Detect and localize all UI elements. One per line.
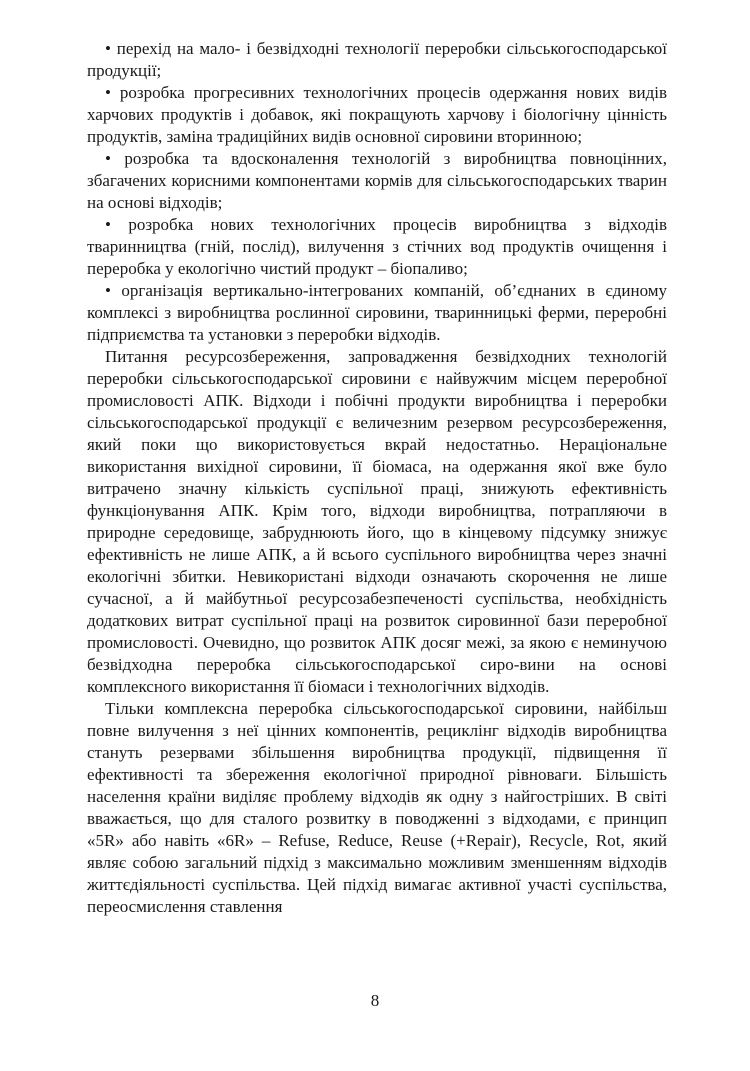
- bullet-icon: •: [105, 149, 111, 168]
- bullet-text: організація вертикально-інтегрованих компаній, об’єднаних в єдиному комплексі з виробництва рослинної сировини, тваринницькі ферми, переробні підприємства та установки з переробки відходів.: [87, 281, 668, 344]
- bullet-icon: •: [105, 39, 111, 58]
- bullet-icon: •: [105, 215, 111, 234]
- bullet-text: розробка прогресивних технологічних процесів одержання нових видів харчових продуктів і добавок, які покращують харчову і біологічну цінність продуктів, заміна традиційних видів основної сировини вторинною;: [87, 83, 667, 146]
- bullet-item-2: [87, 82, 667, 148]
- bullet-item-4: [87, 214, 667, 280]
- document-body: [87, 38, 667, 918]
- bullet-item-3: [87, 148, 667, 214]
- bullet-text: розробка та вдосконалення технологій з виробництва повноцінних, збагачених корисними компонентами кормів для сільськогосподарських тварин на основі відходів;: [87, 149, 667, 212]
- bullet-text: перехід на мало- і безвідходні технології переробки сільськогосподарської продукції;: [87, 39, 668, 80]
- bullet-text: розробка нових технологічних процесів виробництва з відходів тваринництва (гній, послід), вилучення з стічних вод продуктів очищення і переробка у екологічно чистий продукт – біопаливо;: [87, 215, 667, 278]
- page-number: 8: [370, 991, 380, 1010]
- paragraph-resource-saving: Питання ресурсозбереження, запровадження безвідходних технологій переробки сільськогосподарської сировини є найвужчим місцем переробної промисловості АПК. Відходи і побічні продукти виробництва і переробки сільськогосподарської продукції є величезним резервом ресурсозбереження, який поки що використовується вкрай недостатньо. Нераціональне використання вихідної сировини, її біомаса, на одержання якої вже було витрачено значну кількість суспільної праці, знижують ефективність функціонування АПК. Крім того, відходи виробництва, потрапляючи в природне середовище, забруднюють його, що в кінцевому підсумку знижує ефективність не лише АПК, а й всього суспільного виробництва через значні екологічні збитки. Невикористані відходи означають скорочення не лише сучасної, а й майбутньої ресурсозабезпеченості суспільства, необхідність додаткових витрат суспільної праці на розвиток сировинної бази переробної промисловості. Очевидно, що розвиток АПК досяг межі, за якою є неминучою безвідходна переробка сільськогосподарської сиро-вини на основі комплексного використання її біомаси і технологічних відходів.: [87, 347, 667, 696]
- paragraph-complex-processing: Тільки комплексна переробка сільськогосподарської сировини, найбільш повне вилучення з неї цінних компонентів, рециклінг відходів виробництва стануть резервами збільшення виробництва продукції, підвищення її ефективності та збереження екологічної природної рівноваги. Більшість населення країни виділяє проблему відходів як одну з найгостріших. В світі вважається, що для сталого розвитку в поводженні з відходами, є принцип «5R» або навіть «6R» – Refuse, Reduce, Reuse (+Repair), Recycle, Rot, який являє собою загальний підхід з максимально можливим зменшенням відходів життєдіяльності суспільства. Цей підхід вимагає активної участі суспільства, переосмислення ставлення: [87, 699, 667, 916]
- bullet-item-5: [87, 280, 667, 346]
- bullet-icon: •: [105, 83, 111, 102]
- bullet-icon: •: [105, 281, 111, 300]
- bullet-item-1: [87, 38, 667, 82]
